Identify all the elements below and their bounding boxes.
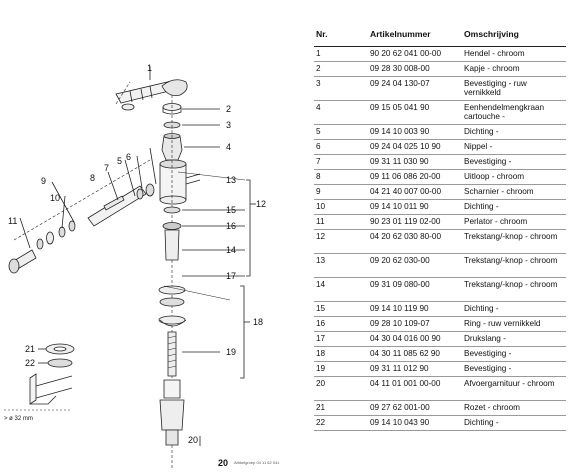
callout-18: 18 xyxy=(253,317,264,327)
table-row xyxy=(314,170,566,185)
table-header-row xyxy=(314,26,566,47)
cell-nr: 7 xyxy=(314,155,368,170)
callout-3: 3 xyxy=(226,120,232,130)
callout-1: 1 xyxy=(147,63,153,73)
cell-description: Eenhendelmengkraan cartouche - xyxy=(462,101,566,125)
cell-description: Dichting - xyxy=(462,125,566,140)
cell-article: 09 14 10 043 90 xyxy=(368,416,462,431)
page-number: 20 xyxy=(218,458,229,468)
cell-article: 09 15 05 041 90 xyxy=(368,101,462,125)
callout-22: 22 xyxy=(25,358,36,368)
parts-table xyxy=(314,26,566,431)
cell-description: Perlator - chroom xyxy=(462,215,566,230)
callout-10: 10 xyxy=(50,193,61,203)
cell-article: 09 24 04 130-07 xyxy=(368,77,462,101)
callout-12: 12 xyxy=(256,199,267,209)
cell-article: 09 28 10 109-07 xyxy=(368,317,462,332)
cell-description: Trekstang/-knop - chroom xyxy=(462,230,566,254)
table-row xyxy=(314,215,566,230)
callout-19: 19 xyxy=(226,347,237,357)
cell-nr: 8 xyxy=(314,170,368,185)
cell-nr: 21 xyxy=(314,401,368,416)
cell-description: Bevestiging - xyxy=(462,155,566,170)
cell-article: 09 24 04 025 10 90 xyxy=(368,140,462,155)
table-row xyxy=(314,317,566,332)
callout-6: 6 xyxy=(126,152,132,162)
cell-nr: 6 xyxy=(314,140,368,155)
cell-article: 04 30 04 016 00 90 xyxy=(368,332,462,347)
cell-article: 09 31 11 030 90 xyxy=(368,155,462,170)
table-row xyxy=(314,347,566,362)
header-article: Artikelnummer xyxy=(368,26,462,47)
cell-article: 04 21 40 007 00-00 xyxy=(368,185,462,200)
cell-article: 04 20 62 030 80-00 xyxy=(368,230,462,254)
cell-description: Dichting - xyxy=(462,200,566,215)
header-nr: Nr. xyxy=(314,26,368,47)
table-row xyxy=(314,101,566,125)
cell-nr: 10 xyxy=(314,200,368,215)
cell-nr: 3 xyxy=(314,77,368,101)
callout-21: 21 xyxy=(25,344,36,354)
cell-nr: 2 xyxy=(314,62,368,77)
callout-7: 7 xyxy=(104,163,110,173)
header-description: Omschrijving xyxy=(462,26,566,47)
cell-description: Kapje - chroom xyxy=(462,62,566,77)
cell-description: Nippel - xyxy=(462,140,566,155)
callout-11: 11 xyxy=(8,216,18,226)
table-row xyxy=(314,362,566,377)
cell-description: Bevestiging - xyxy=(462,347,566,362)
cell-nr: 12 xyxy=(314,230,368,254)
callout-5: 5 xyxy=(117,156,123,166)
cell-article: 09 28 30 008-00 xyxy=(368,62,462,77)
cell-nr: 11 xyxy=(314,215,368,230)
cell-description: Dichting - xyxy=(462,416,566,431)
table-row xyxy=(314,401,566,416)
cell-nr: 22 xyxy=(314,416,368,431)
cell-article: 90 23 01 119 02-00 xyxy=(368,215,462,230)
table-row xyxy=(314,77,566,101)
cell-nr: 1 xyxy=(314,47,368,62)
callout-9: 9 xyxy=(41,176,47,186)
callout-14: 14 xyxy=(226,245,237,255)
cell-nr: 9 xyxy=(314,185,368,200)
callout-16: 16 xyxy=(226,221,237,231)
table-row xyxy=(314,416,566,431)
callout-13: 13 xyxy=(226,175,237,185)
cell-description: Bevestiging - xyxy=(462,362,566,377)
callout-15: 15 xyxy=(226,205,237,215)
cell-article: 09 27 62 001-00 xyxy=(368,401,462,416)
footer-small-print: Artikelgroep 04 11 62 041 xyxy=(234,460,280,465)
table-row xyxy=(314,62,566,77)
cell-article: 09 14 10 119 90 xyxy=(368,302,462,317)
table-row xyxy=(314,377,566,401)
cell-article: 04 30 11 085 62 90 xyxy=(368,347,462,362)
cell-description: Drukslang - xyxy=(462,332,566,347)
cell-nr: 13 xyxy=(314,254,368,278)
cell-nr: 19 xyxy=(314,362,368,377)
cell-article: 90 20 62 041 00-00 xyxy=(368,47,462,62)
cell-article: 09 14 10 011 90 xyxy=(368,200,462,215)
callout-2: 2 xyxy=(226,104,232,114)
cell-description: Trekstang/-knop - chroom xyxy=(462,278,566,302)
cell-nr: 4 xyxy=(314,101,368,125)
cell-description: Dichting - xyxy=(462,302,566,317)
callout-17: 17 xyxy=(226,271,237,281)
cell-article: 09 31 09 080-00 xyxy=(368,278,462,302)
cell-nr: 20 xyxy=(314,377,368,401)
cell-nr: 16 xyxy=(314,317,368,332)
table-row xyxy=(314,302,566,317)
cell-description: Hendel - chroom xyxy=(462,47,566,62)
callout-20: 20 xyxy=(188,435,199,445)
table-row xyxy=(314,200,566,215)
table-row xyxy=(314,155,566,170)
cell-article: 09 31 11 012 90 xyxy=(368,362,462,377)
cell-nr: 17 xyxy=(314,332,368,347)
table-row xyxy=(314,254,566,278)
cell-article: 09 20 62 030-00 xyxy=(368,254,462,278)
callout-4: 4 xyxy=(226,142,232,152)
cell-description: Scharnier - chroom xyxy=(462,185,566,200)
table-row xyxy=(314,278,566,302)
table-row xyxy=(314,47,566,62)
callout-8: 8 xyxy=(90,173,96,183)
cell-description: Rozet - chroom xyxy=(462,401,566,416)
cell-description: Trekstang/-knop - chroom xyxy=(462,254,566,278)
cell-article: 09 11 06 086 20-00 xyxy=(368,170,462,185)
table-row xyxy=(314,185,566,200)
table-row xyxy=(314,332,566,347)
cell-description: Uitloop - chroom xyxy=(462,170,566,185)
table-row xyxy=(314,140,566,155)
cell-description: Ring - ruw vernikkeld xyxy=(462,317,566,332)
cell-description: Bevestiging - ruw vernikkeld xyxy=(462,77,566,101)
cell-nr: 14 xyxy=(314,278,368,302)
cell-article: 09 14 10 003 90 xyxy=(368,125,462,140)
cell-nr: 15 xyxy=(314,302,368,317)
cell-description: Afvoergarnituur - chroom xyxy=(462,377,566,401)
cell-nr: 5 xyxy=(314,125,368,140)
table-row xyxy=(314,125,566,140)
cell-nr: 18 xyxy=(314,347,368,362)
dimension-note: > ø 32 mm xyxy=(4,416,33,422)
cell-article: 04 11 01 001 00-00 xyxy=(368,377,462,401)
table-row xyxy=(314,230,566,254)
